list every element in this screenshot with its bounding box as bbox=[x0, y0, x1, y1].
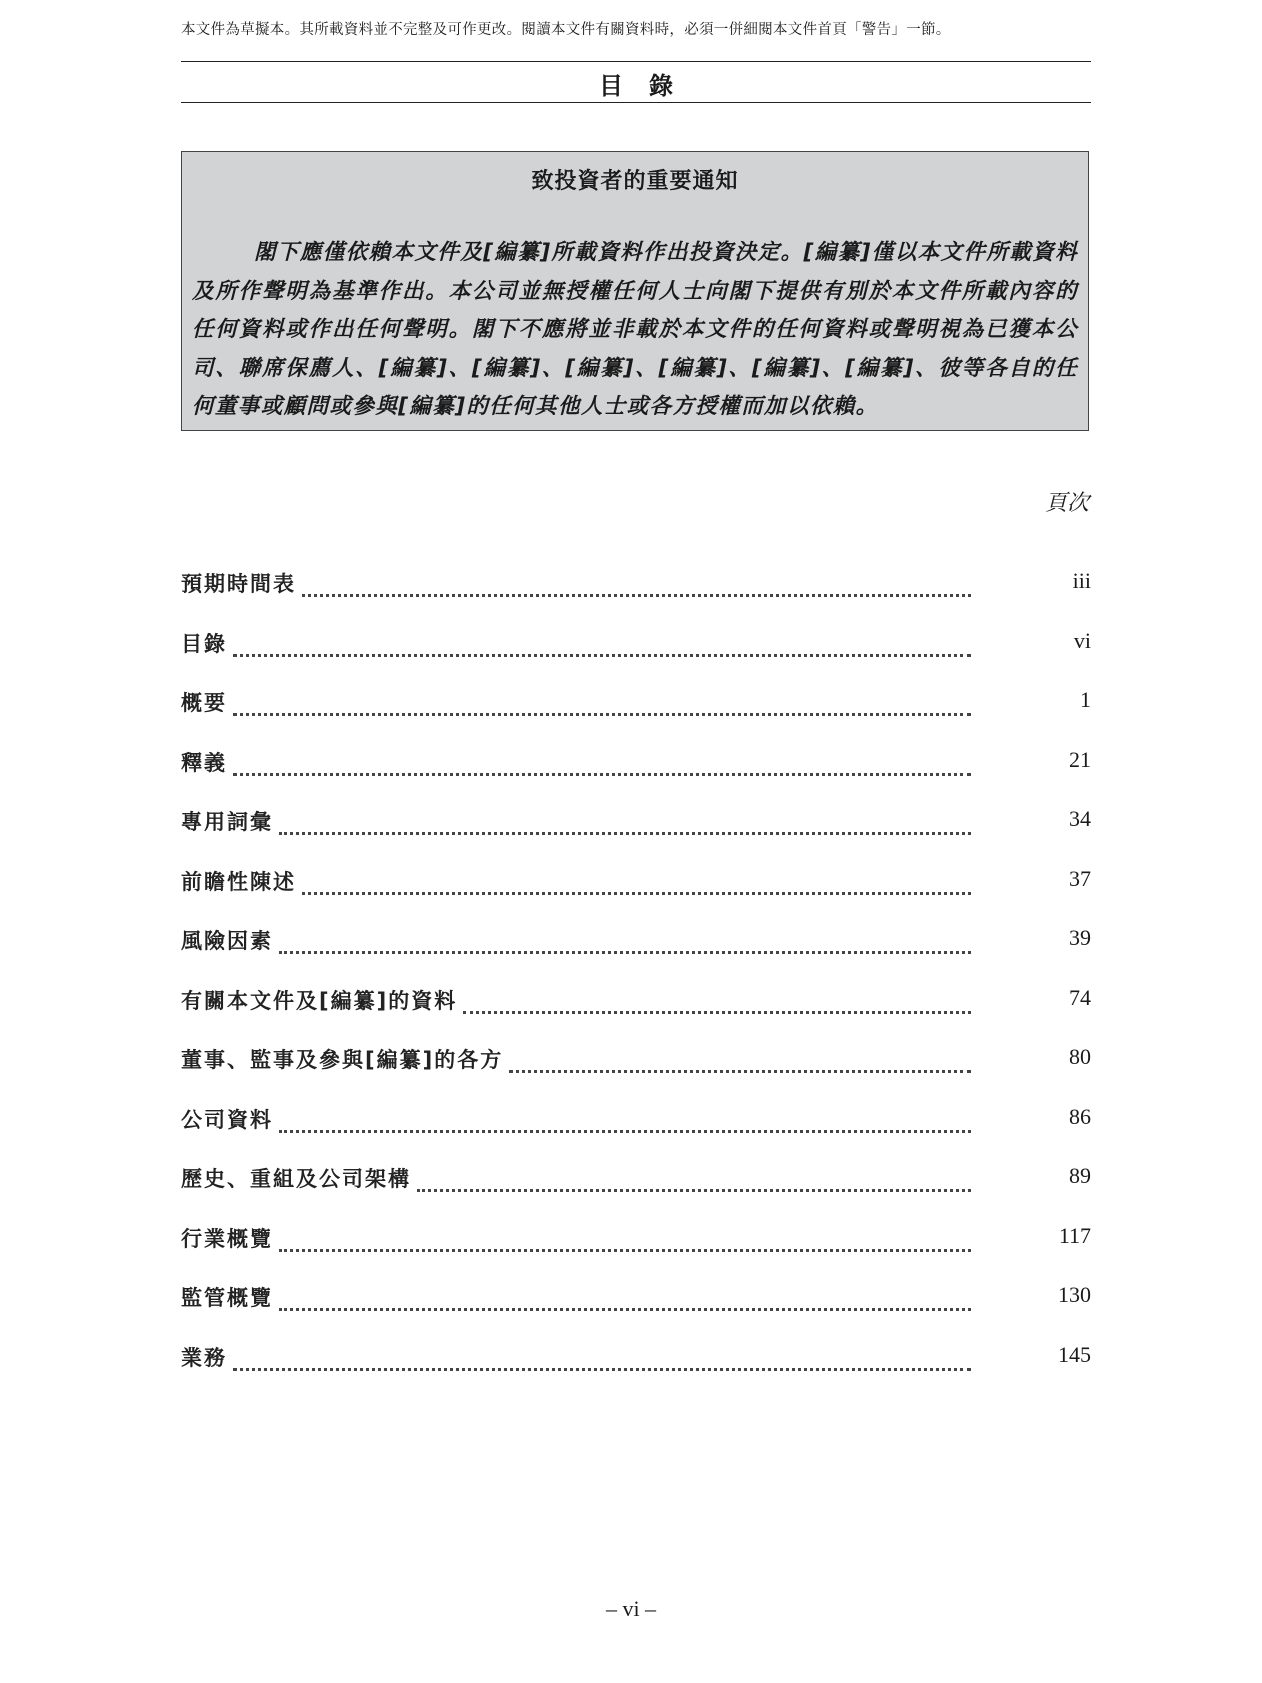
toc-dot-leader bbox=[279, 931, 971, 954]
notice-title: 致投資者的重要通知 bbox=[531, 169, 739, 194]
toc-entry-label: 董事、監事及參與[編纂]的各方 bbox=[181, 1048, 504, 1072]
toc-entry-page: 86 bbox=[1069, 1103, 1091, 1129]
toc-entry-page: vi bbox=[1073, 627, 1091, 653]
toc-dot-leader bbox=[233, 753, 971, 776]
toc-entry-page: 34 bbox=[1069, 806, 1091, 831]
toc-dot-leader bbox=[279, 1288, 971, 1311]
toc-entry-label: 目錄 bbox=[181, 631, 227, 656]
toc-entry[interactable] bbox=[181, 1155, 1091, 1215]
toc-entry-label: 業務 bbox=[181, 1345, 227, 1370]
page-column-label: 頁次 bbox=[1044, 490, 1089, 515]
toc-entry-page: 37 bbox=[1069, 865, 1091, 891]
toc-entry-page: 89 bbox=[1069, 1163, 1091, 1188]
toc-entry[interactable] bbox=[181, 1096, 1091, 1156]
toc-entry-page: 80 bbox=[1069, 1044, 1091, 1069]
toc-entry-page: 74 bbox=[1069, 984, 1091, 1010]
toc-entry[interactable] bbox=[181, 739, 1091, 799]
toc-entry-label: 預期時間表 bbox=[181, 572, 296, 596]
toc-dot-leader bbox=[279, 812, 971, 835]
toc-entry[interactable] bbox=[181, 560, 1091, 620]
toc-entry-label: 監管概覽 bbox=[181, 1286, 273, 1310]
toc-dot-leader bbox=[417, 1169, 971, 1192]
toc-entry-page: 145 bbox=[1058, 1341, 1091, 1367]
toc-entry-label: 歷史、重組及公司架構 bbox=[181, 1167, 411, 1191]
toc-entry-page: iii bbox=[1072, 568, 1091, 593]
toc-dot-leader bbox=[302, 872, 971, 895]
toc-entry-page: 39 bbox=[1069, 925, 1091, 950]
toc-entry[interactable] bbox=[181, 1036, 1091, 1096]
draft-disclaimer: 本文件為草擬本。其所載資料並不完整及可作更改。閱讀本文件有關資料時，必須一併細閱本文件首頁「警告」一節。 bbox=[181, 22, 951, 38]
toc-entry-label: 專用詞彙 bbox=[181, 810, 273, 834]
toc-entry-label: 風險因素 bbox=[181, 929, 273, 953]
toc-entry[interactable] bbox=[181, 977, 1091, 1037]
toc-entry[interactable] bbox=[181, 1334, 1091, 1394]
page-title: 目錄 bbox=[599, 72, 699, 100]
toc-entry-page: 130 bbox=[1058, 1282, 1091, 1307]
toc-dot-leader bbox=[233, 693, 971, 716]
footer-page-number: – vi – bbox=[605, 1596, 657, 1621]
toc-entry-page: 1 bbox=[1080, 687, 1091, 712]
toc-entry[interactable] bbox=[181, 679, 1091, 739]
toc-entry[interactable] bbox=[181, 798, 1091, 858]
notice-body: 閣下應僅依賴本文件及[編纂]所載資料作出投資決定。[編纂]僅以本文件所載資料及所作聲明為基準作出。本公司並無授權任何人士向閣下提供有別於本文件所載內容的任何資料或作出任何聲明。閣下不應將並非載於本文件的任何資料或聲明視為已獲本公司、聯席保薦人、[編纂]、[編纂]、[編纂]、[編纂]、[編纂]、[編纂]、彼等各自的任何董事或顧問或參與[編纂]的任何其他人士或各方授權而加以依賴。 bbox=[192, 240, 1078, 419]
toc-dot-leader bbox=[233, 1348, 971, 1371]
toc-entry-label: 有關本文件及[編纂]的資料 bbox=[181, 988, 458, 1013]
toc-entry-page: 21 bbox=[1069, 746, 1091, 772]
table-of-contents bbox=[181, 560, 1091, 1393]
toc-dot-leader bbox=[233, 634, 971, 657]
toc-entry-label: 行業概覽 bbox=[181, 1226, 273, 1251]
toc-dot-leader bbox=[279, 1110, 971, 1133]
toc-dot-leader bbox=[509, 1050, 971, 1073]
toc-entry[interactable] bbox=[181, 858, 1091, 918]
toc-entry-label: 釋義 bbox=[181, 750, 227, 775]
toc-dot-leader bbox=[302, 574, 971, 597]
toc-dot-leader bbox=[463, 991, 971, 1014]
toc-entry-label: 公司資料 bbox=[181, 1107, 273, 1132]
toc-entry-label: 前瞻性陳述 bbox=[181, 869, 296, 894]
investor-notice-box bbox=[181, 151, 1089, 431]
header-rule-bottom bbox=[181, 102, 1091, 103]
toc-dot-leader bbox=[279, 1229, 971, 1252]
toc-entry[interactable] bbox=[181, 1274, 1091, 1334]
toc-entry-page: 117 bbox=[1058, 1222, 1091, 1248]
toc-entry[interactable] bbox=[181, 620, 1091, 680]
toc-entry[interactable] bbox=[181, 1215, 1091, 1275]
toc-entry[interactable] bbox=[181, 917, 1091, 977]
header-rule-top bbox=[181, 61, 1091, 62]
toc-entry-label: 概要 bbox=[181, 691, 227, 715]
